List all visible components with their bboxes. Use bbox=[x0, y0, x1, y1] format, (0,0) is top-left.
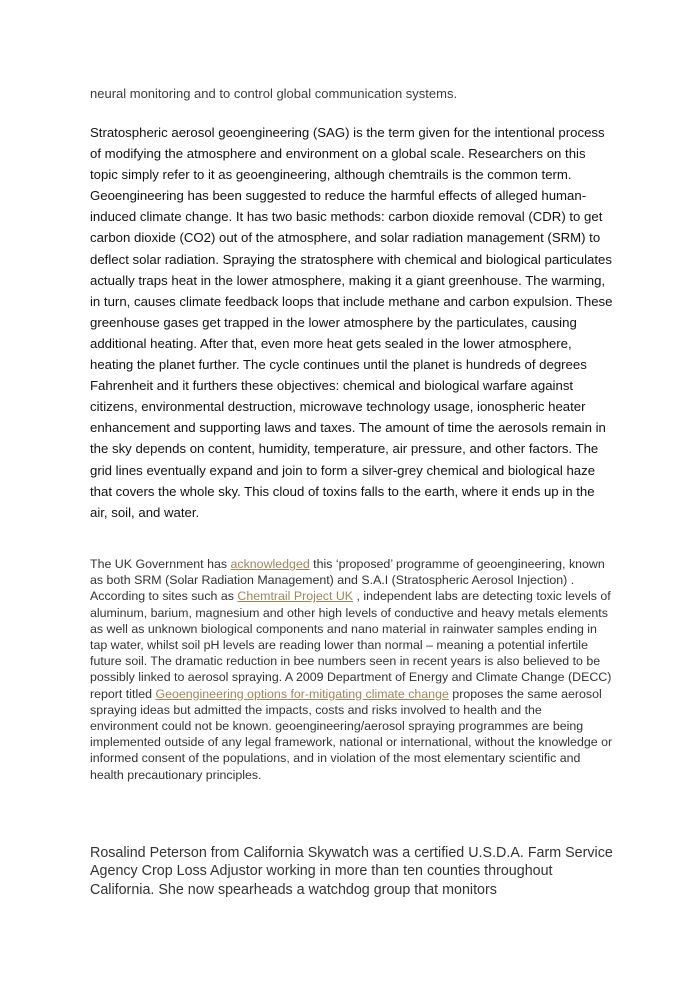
text-segment: The UK Government has bbox=[90, 557, 231, 571]
link-chemtrail-project-uk[interactable]: Chemtrail Project UK bbox=[237, 589, 354, 604]
link-geoengineering-options[interactable]: Geoengineering options for-mitigating climate change bbox=[155, 686, 449, 701]
paragraph-uk-government bbox=[90, 556, 613, 783]
link-acknowledged[interactable]: acknowledged bbox=[230, 557, 310, 571]
paragraph-intro-tail: neural monitoring and to control global communication systems. bbox=[90, 86, 458, 101]
paragraph-sag: Stratospheric aerosol geoengineering (SAG) is the term given for the intentional process of modifying the atmosphere and environment on a global scale. Researchers on this topic simply refer to it as geoengineering, although chemtrails is the common term. Geoengineering has been suggested to reduce the harmful effects of alleged human-induced climate change. It has two basic methods: carbon dioxide removal (CDR) to get carbon dioxide (CO2) out of the atmosphere, and solar radiation management (SRM) to deflect solar radiation. Spraying the stratosphere with chemical and biological particulates actually traps heat in the lower atmosphere, making it a giant greenhouse. The warming, in turn, causes climate feedback loops that include methane and carbon expulsion. These greenhouse gases get trapped in the lower atmosphere by the particulates, causing additional heating. After that, even more heat gets sealed in the lower atmosphere, heating the planet further. The cycle continues until the planet is hundreds of degrees Fahrenheit and it furthers these objectives: chemical and biological warfare against citizens, environmental destruction, microwave technology usage, ionospheric heater enhancement and supporting laws and taxes. The amount of time the aerosols remain in the sky depends on content, humidity, temperature, air pressure, and other factors. The grid lines eventually expand and join to form a silver-grey chemical and biological haze that covers the whole sky. This cloud of toxins falls to the earth, where it ends up in the air, soil, and water. bbox=[90, 125, 613, 520]
text-segment: proposes the same aerosol spraying ideas but admitted the impacts, costs and risks involved to health and the environment could not be known. geoengineering/aerosol spraying programmes are being implemented outside of any legal framework, national or international, without the knowledge or informed consent of the populations, and in violation of the most elementary scientific and health precautionary principles. bbox=[90, 686, 613, 782]
text-segment: , independent labs are detecting toxic levels of aluminum, barium, magnesium and other high levels of conductive and heavy metals elements as well as unknown biological components and nano material in rainwater samples ending in tap water, whilst soil pH levels are reading lower than normal – meaning a potential infertile future soil. The dramatic reduction in bee numbers seen in recent years is also believed to be possibly linked to aerosol spraying. A 2009 Department of Energy and Climate Change (DECC) report titled bbox=[90, 589, 612, 701]
paragraph-rosalind-peterson: Rosalind Peterson from California Skywatch was a certified U.S.D.A. Farm Service Agency Crop Loss Adjustor working in more than ten counties throughout California. She now spearheads a watchdog group that monitors bbox=[90, 845, 613, 898]
text-segment: this ‘proposed’ programme of geoengineering, known as both SRM (Solar Radiation Management) and S.A.I (Stratospheric Aerosol Injection) . According to sites such as bbox=[90, 557, 605, 604]
